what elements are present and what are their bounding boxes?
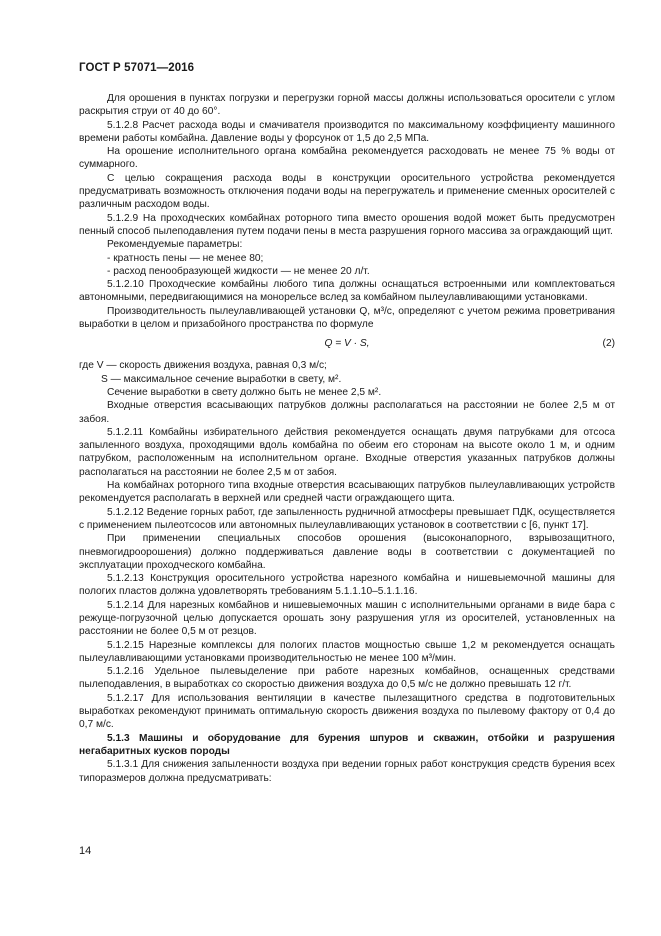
paragraph: Входные отверстия всасывающих патрубков должны располагаться на расстоянии не более 2,5 м от забоя. — [79, 400, 615, 425]
paragraph: На орошение исполнительного органа комбайна рекомендуется расходовать не менее 75 % воды от суммарного. — [79, 146, 615, 171]
paragraph: Производительность пылеулавливающей установки Q, м³/с, определяют с учетом режима проветривания выработки в целом и призабойного пространства по формуле — [79, 305, 615, 331]
paragraph: 5.1.2.14 Для нарезных комбайнов и нишевыемочных машин с исполнительными органами в виде бара с режуще-погрузочной целью допускается орошать зону разрушения угля из оросителей, установленных на расстоянии не более 0,5 м от резцов. — [79, 599, 615, 638]
formula-where-s: S — максимальное сечение выработки в свету, м². — [101, 373, 342, 385]
list-item: - расход пенообразующей жидкости — не менее 20 л/т. — [107, 265, 370, 277]
formula-number: (2) — [602, 338, 615, 350]
page-number: 14 — [79, 845, 92, 857]
formula-2 — [79, 337, 615, 351]
paragraph: На комбайнах роторного типа входные отверстия всасывающих патрубков пылеулавливающих устройств рекомендуется располагать в верхней или средней части ограждающего щита. — [79, 480, 615, 505]
paragraph: При применении специальных способов орошения (высоконапорного, взрывозащитного, пневмогидроорошения) должно поддерживаться давление воды в соответствии с документацией по эксплуатации проходческого комбайна. — [79, 533, 615, 571]
paragraph: 5.1.2.9 На проходческих комбайнах роторного типа вместо орошения водой может быть предусмотрен пенный способ пылеподавления путем подачи пены в места разрушения горного массива за ограждающий щит. — [79, 212, 615, 237]
paragraph: 5.1.2.8 Расчет расхода воды и смачивателя производится по максимальному коэффициенту машинного времени работы комбайна. Давление воды у форсунок от 1,5 до 2,5 МПа. — [79, 119, 615, 144]
paragraph: 5.1.2.16 Удельное пылевыделение при работе нарезных комбайнов, оснащенных средствами пылеподавления, в выработках со скоростью движения воздуха до 0,5 м/с не должно превышать 12 г/т. — [79, 666, 615, 691]
paragraph: Сечение выработки в свету должно быть не менее 2,5 м². — [107, 386, 382, 398]
paragraph: 5.1.2.11 Комбайны избирательного действия рекомендуется оснащать двумя патрубками для отсоса запыленного воздуха, проходящими вдоль комбайна по обеим его сторонам на высоте около 1 м, и одним патрубком, расположенным на исполнительном органе. Входные отверстия указанных патрубков должны располагаться на расстоянии не более 2,5 м от забоя. — [79, 426, 615, 478]
paragraph: Для орошения в пунктах погрузки и перегрузки горной массы должны использоваться оросители с углом раскрытия струи от 40 до 60°. — [79, 93, 615, 118]
formula-where-v: где V — скорость движения воздуха, равная 0,3 м/с; — [79, 360, 327, 372]
paragraph: 5.1.2.13 Конструкция оросительного устройства нарезного комбайна и нишевыемочной машины для пологих пластов должна удовлетворять требованиям 5.1.1.10–5.1.1.16. — [79, 573, 615, 598]
paragraph: 5.1.2.10 Проходческие комбайны любого типа должны оснащаться встроенными или комплектоваться автономными, передвигающимися на монорельсе вслед за комбайном пылеулавливающими установками. — [79, 279, 615, 304]
paragraph: 5.1.2.17 Для использования вентиляции в качестве пылезащитного средства в подготовительных выработках рекомендуют принимать оптимальную скорость движения воздуха по пылевому фактору от 0,4 до 0,7 м/с. — [79, 692, 615, 731]
formula-expression: Q = V · S, — [324, 338, 370, 350]
paragraph: 5.1.3.1 Для снижения запыленности воздуха при ведении горных работ конструкция средств бурения всех типоразмеров должна предусматривать: — [79, 759, 615, 784]
section-heading: 5.1.3 Машины и оборудование для бурения шпуров и скважин, отбойки и разрушения негабаритных кусков породы — [79, 732, 615, 757]
paragraph: С целью сокращения расхода воды в конструкции оросительного устройства рекомендуется предусматривать возможность отключения подачи воды на перегружатель и применение сменных оросителей с различным расходом воды. — [79, 172, 615, 211]
paragraph: 5.1.2.15 Нарезные комплексы для пологих пластов мощностью свыше 1,2 м рекомендуется оснащать пылеулавливающими установками производительностью не менее 100 м³/мин. — [79, 639, 615, 664]
document-header: ГОСТ Р 57071—2016 — [79, 62, 195, 74]
document-body — [79, 92, 615, 785]
paragraph: Рекомендуемые параметры: — [107, 239, 243, 251]
paragraph: 5.1.2.12 Ведение горных работ, где запыленность рудничной атмосферы превышает ПДК, осуществляется с применением пылеотсосов или автономных пылеулавливающих установок в соответствии с [6, пункт 17]. — [79, 506, 615, 531]
list-item: - кратность пены — не менее 80; — [107, 252, 264, 264]
